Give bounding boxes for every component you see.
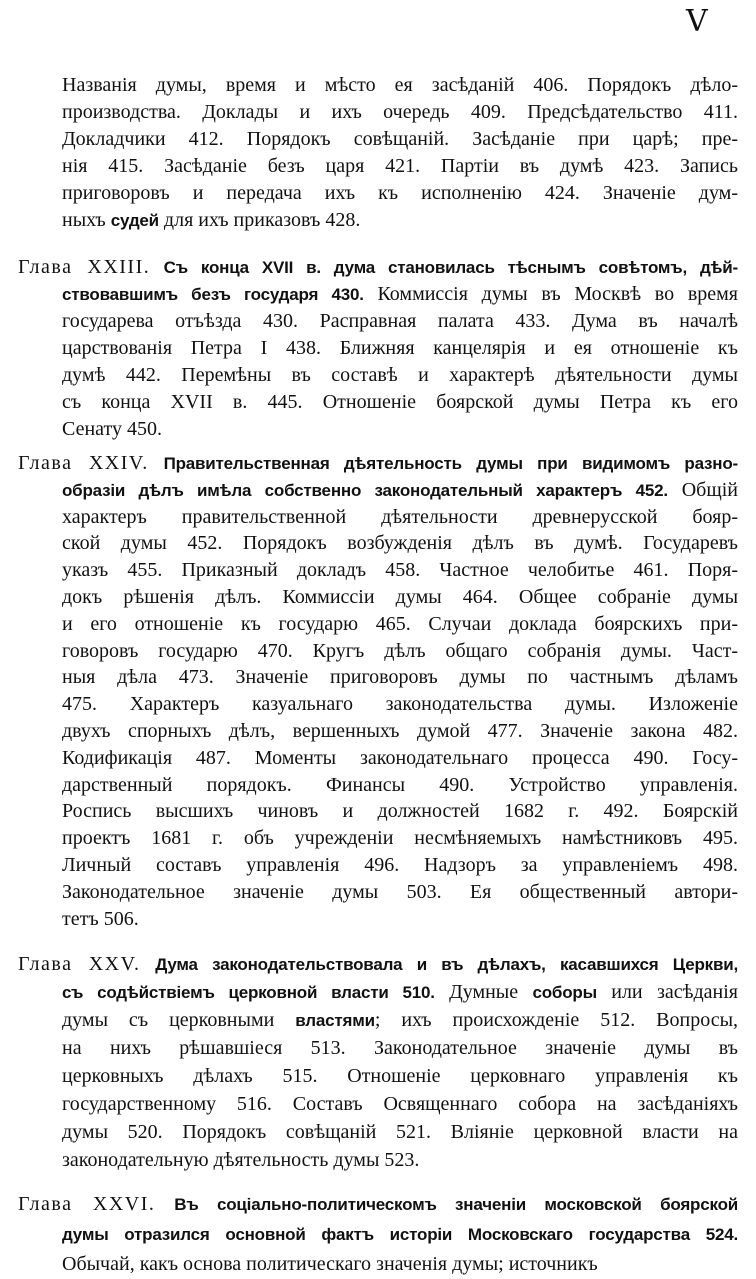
text-line bbox=[18, 879, 738, 906]
chapter-entry bbox=[18, 254, 738, 443]
entry-text: Роспись высшихъ чиновъ и должностей 1682 г. 492. Боярскій bbox=[62, 800, 738, 823]
chapter-entry bbox=[18, 450, 738, 932]
text-line bbox=[18, 335, 738, 362]
text-line bbox=[18, 389, 738, 416]
chapter-thesis-text: съ содѣйствіемъ церковной власти 510. bbox=[62, 983, 435, 1002]
entry-text: нія 415. Засѣданіе безъ царя 421. Партіи въ думѣ 423. Запись bbox=[62, 155, 738, 177]
text-line bbox=[18, 99, 738, 126]
entry-text: Законодательное значеніе думы 503. Ея общественный автори- bbox=[62, 880, 738, 903]
entry-text: дарственный порядокъ. Финансы 490. Устройство управленія. bbox=[62, 773, 738, 796]
entry-text: производства. Доклады и ихъ очередь 409. Предсѣдательство 411. bbox=[62, 101, 738, 123]
chapter-label: Глава XXIV. bbox=[18, 452, 149, 474]
text-line bbox=[18, 416, 738, 443]
text-line bbox=[18, 477, 738, 504]
chapter-thesis-text: судей bbox=[110, 211, 159, 230]
text-line bbox=[18, 664, 738, 691]
text-line bbox=[18, 1062, 738, 1090]
text-line bbox=[18, 1034, 738, 1062]
text-line bbox=[18, 1189, 738, 1219]
entry-text: говоровъ государю 470. Кругъ дѣлъ общаго собранія думы. Част- bbox=[62, 639, 738, 662]
text-line bbox=[18, 362, 738, 389]
text-line bbox=[18, 745, 738, 772]
text-line bbox=[18, 530, 738, 557]
entry-text: думѣ 442. Перемѣны въ составѣ и характерѣ дѣятельности думы bbox=[62, 364, 738, 386]
text-line bbox=[18, 906, 738, 933]
entry-text: государственному 516. Составъ Освященнаго собора на засѣданіяхъ bbox=[62, 1093, 738, 1115]
text-line bbox=[18, 1146, 738, 1174]
chapter-entry bbox=[18, 1189, 738, 1279]
entry-text: Личный составъ управленія 496. Надзоръ за управленіемъ 498. bbox=[62, 853, 738, 876]
entry-text: двухъ спорныхъ дѣлъ, вершенныхъ думой 477. Значеніе закона 482. bbox=[62, 719, 738, 742]
text-line bbox=[18, 1249, 738, 1279]
text-line bbox=[18, 772, 738, 799]
text-line bbox=[18, 153, 738, 180]
text-line bbox=[18, 638, 738, 665]
text-line bbox=[18, 718, 738, 745]
text-line bbox=[18, 180, 738, 207]
chapter-thesis-text: думы отразился основной фактъ исторіи Московскаго государства 524. bbox=[62, 1225, 738, 1244]
entry-text: царствованія Петра I 438. Ближняя канцелярія и ея отношеніе къ bbox=[62, 337, 738, 359]
chapter-entry bbox=[18, 950, 738, 1174]
entry-text: Обычай, какъ основа политическаго значенія думы; источникъ bbox=[62, 1253, 598, 1275]
text-line bbox=[18, 1090, 738, 1118]
entry-text: Докладчики 412. Порядокъ совѣщаній. Засѣданіе при царѣ; пре- bbox=[62, 128, 738, 150]
chapter-thesis-text: Съ конца XVII в. дума становилась тѣснымъ совѣтомъ, дѣй- bbox=[163, 258, 738, 277]
text-line bbox=[18, 950, 738, 978]
entry-text: 475. Характеръ казуальнаго законодательства думы. Изложеніе bbox=[62, 693, 738, 716]
entry-text: ской думы 452. Порядокъ возбужденія дѣлъ въ думѣ. Государевъ bbox=[62, 532, 738, 555]
entry-text: Общій bbox=[667, 478, 738, 501]
entry-text: докъ рѣшенія дѣлъ. Коммиссіи думы 464. Общее собраніе думы bbox=[62, 585, 738, 608]
text-line bbox=[18, 798, 738, 825]
chapter-label: Глава XXV. bbox=[18, 953, 141, 975]
entry-text: законодательную дѣятельность думы 523. bbox=[62, 1149, 420, 1171]
entry-text: тетъ 506. bbox=[62, 907, 139, 930]
text-line bbox=[18, 978, 738, 1006]
continued-entry bbox=[18, 72, 738, 234]
chapter-thesis-text: ствовавшимъ безъ государя 430. bbox=[62, 285, 364, 304]
entry-text: характеръ правительственной дѣятельности древнерусской бояр- bbox=[62, 505, 738, 528]
text-line bbox=[18, 126, 738, 153]
chapter-thesis-text: Въ соціально-политическомъ значеніи московской боярской bbox=[174, 1195, 739, 1214]
text-line bbox=[18, 825, 738, 852]
chapter-thesis-text: образіи дѣлъ имѣла собственно законодательный характеръ 452. bbox=[62, 480, 668, 500]
text-line bbox=[18, 450, 738, 477]
text-line bbox=[18, 308, 738, 335]
chapter-label: Глава XXVI. bbox=[18, 1193, 156, 1215]
entry-text: приговоровъ и передача ихъ къ исполненію 424. Значеніе дум- bbox=[62, 182, 738, 204]
entry-text: Сенату 450. bbox=[62, 418, 162, 440]
text-line bbox=[18, 584, 738, 611]
text-line bbox=[18, 281, 738, 308]
entry-text: и его отношеніе къ государю 465. Случаи доклада боярскихъ при- bbox=[62, 612, 738, 635]
chapter-label: Глава XXIII. bbox=[18, 256, 151, 278]
text-line bbox=[18, 852, 738, 879]
chapter-thesis-text: Правительственная дѣятельность думы при видимомъ разно- bbox=[163, 454, 739, 473]
entry-text: Кодификація 487. Моменты законодательнаго процесса 490. Госу- bbox=[62, 746, 738, 769]
entry-text: Названія думы, время и мѣсто ея засѣданій 406. Порядокъ дѣло- bbox=[62, 74, 738, 96]
entry-text: проектъ 1681 г. объ учрежденіи несмѣняемыхъ намѣстниковъ 495. bbox=[62, 827, 738, 850]
entry-text: указъ 455. Приказный докладъ 458. Частное челобитье 461. Поря- bbox=[62, 559, 738, 582]
entry-text: ныхъ bbox=[62, 209, 111, 231]
entry-text: на нихъ рѣшавшіеся 513. Законодательное значеніе думы въ bbox=[62, 1037, 738, 1059]
text-line bbox=[18, 72, 738, 99]
page-number: V bbox=[686, 4, 708, 39]
entry-text: Думные bbox=[434, 981, 533, 1003]
entry-text: ; ихъ происхожденіе 512. Вопросы, bbox=[374, 1009, 739, 1031]
chapter-thesis-text: властями bbox=[295, 1011, 375, 1030]
text-line bbox=[18, 1006, 738, 1034]
entry-text: или засѣданія bbox=[596, 981, 738, 1003]
entry-text: церковныхъ дѣлахъ 515. Отношеніе церковнаго управленія къ bbox=[62, 1065, 738, 1087]
entry-text: думы съ церковными bbox=[62, 1009, 296, 1031]
chapter-thesis-text: соборы bbox=[532, 983, 597, 1002]
text-line bbox=[18, 691, 738, 718]
text-line bbox=[18, 1219, 738, 1249]
entry-text: для ихъ приказовъ 428. bbox=[158, 209, 361, 231]
text-line bbox=[18, 207, 738, 234]
text-line bbox=[18, 557, 738, 584]
entry-text: государева отъѣзда 430. Расправная палата 433. Дума въ началѣ bbox=[62, 310, 738, 332]
chapter-thesis-text: Дума законодательствовала и въ дѣлахъ, касавшихся Церкви, bbox=[155, 955, 738, 974]
entry-text: ныя дѣла 473. Значеніе приговоровъ думы по частнымъ дѣламъ bbox=[62, 666, 738, 689]
text-line bbox=[18, 254, 738, 281]
entry-text: съ конца XVII в. 445. Отношеніе боярской думы Петра къ его bbox=[62, 391, 738, 413]
text-line bbox=[18, 1118, 738, 1146]
text-line bbox=[18, 611, 738, 638]
entry-text: думы 520. Порядокъ совѣщаній 521. Вліяніе церковной власти на bbox=[62, 1121, 738, 1143]
entry-text: Коммиссія думы въ Москвѣ во время bbox=[363, 283, 738, 305]
text-line bbox=[18, 504, 738, 531]
